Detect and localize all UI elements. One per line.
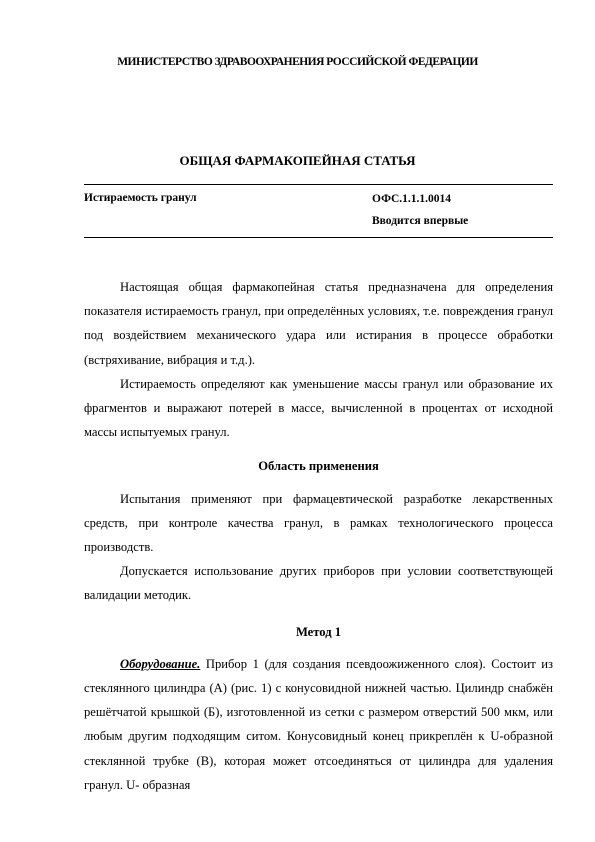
document-body [84, 275, 553, 797]
section-heading-scope: Область применения [258, 459, 379, 474]
equipment-text: Прибор 1 (для создания псевдоожиженного слоя). Состоит из стеклянного цилиндра (А) (рис. 1) с конусовидной нижней частью. Цилиндр снабжён решётчатой крышкой (Б), изготовленной из сетки с размером отверстий 500 мкм, или любым другим подходящим ситом. Конусовидный конец прикреплён к U-образной стеклянной трубке (В), которая может отсоединяться от цилиндра для удаления гранул. U- образная [84, 656, 553, 792]
article-meta [372, 188, 468, 232]
top-rule [84, 184, 553, 185]
bottom-rule [84, 237, 553, 238]
article-name: Истираемость гранул [84, 192, 197, 204]
section-heading-method-1: Метод 1 [295, 624, 342, 639]
paragraph-equipment [84, 652, 553, 797]
article-status: Вводится впервые [372, 215, 469, 227]
paragraph-scope: Испытания применяют при фармацевтической разработке лекарственных средств, при контроле качества гранул, в рамках технологического процесса производств. [84, 491, 553, 555]
paragraph-intro: Настоящая общая фармакопейная статья предназначена для определения показателя истираемость гранул, при определённых условиях, т.е. повреждения гранул под воздействием механического удара или истирания в процессе обработки (встряхивание, вибрация и т.д.). [84, 280, 553, 367]
ministry-header: МИНИСТЕРСТВО ЗДРАВООХРАНЕНИЯ РОССИЙСКОЙ ФЕДЕРАЦИИ [117, 56, 478, 68]
article-code: ОФС.1.1.1.0014 [372, 193, 452, 205]
paragraph-definition: Истираемость определяют как уменьшение массы гранул или образование их фрагментов и выражают потерей в массе, вычисленной в процентах от исходной массы испытуемых гранул. [84, 376, 553, 440]
paragraph-validation: Допускается использование других приборов при условии соответствующей валидации методик. [84, 564, 553, 603]
document-title: ОБЩАЯ ФАРМАКОПЕЙНАЯ СТАТЬЯ [179, 153, 416, 168]
equipment-lead: Оборудование. [120, 656, 201, 671]
